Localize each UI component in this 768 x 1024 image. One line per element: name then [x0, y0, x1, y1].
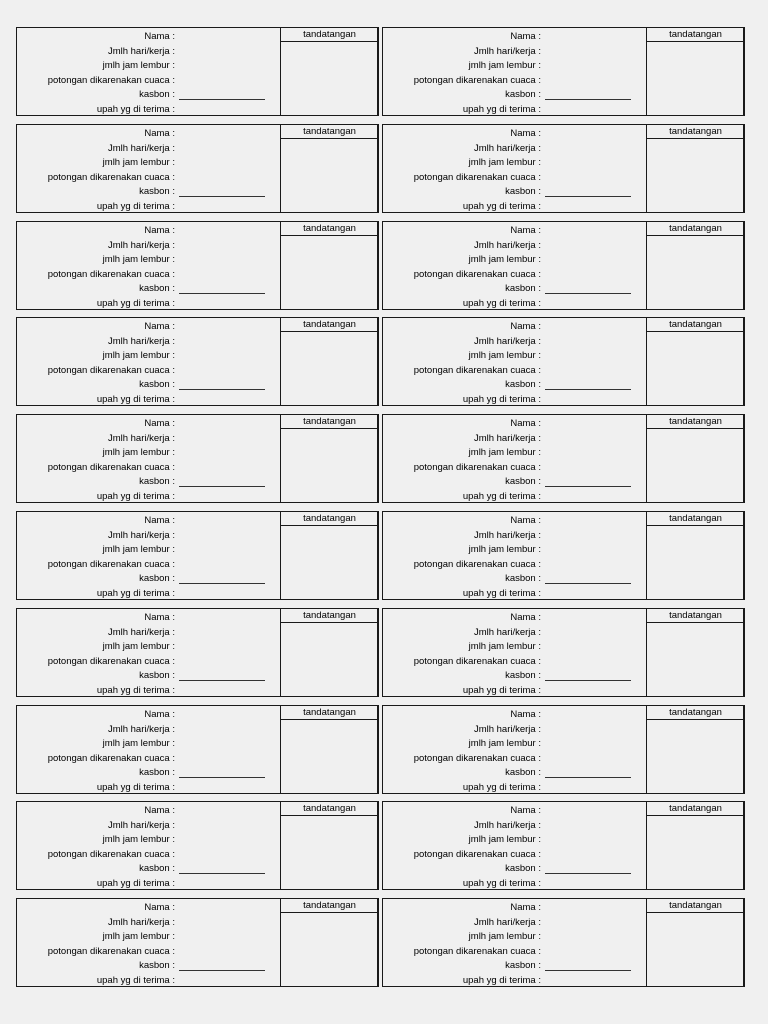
signature-header: tandatangan [281, 222, 378, 236]
slip-fields [383, 318, 647, 405]
kasbon-fill-line [179, 389, 265, 390]
kasbon-fill-line [179, 486, 265, 487]
signature-box [646, 898, 745, 987]
jmlh-jam-lembur-label: jmlh jam lembur : [102, 447, 175, 459]
signature-header: tandatangan [281, 318, 378, 332]
nama-label: Nama : [144, 709, 175, 720]
upah-diterima-label: upah yg di terima : [96, 201, 175, 212]
kasbon-label: kasbon : [139, 863, 175, 875]
pay-slip [382, 511, 744, 600]
signature-header: tandatangan [281, 125, 378, 139]
slip-fields [17, 222, 281, 309]
potongan-cuaca-label: potongan dikarenakan cuaca : [413, 945, 541, 957]
upah-diterima-label: upah yg di terima : [96, 685, 175, 696]
slip-fields [17, 609, 281, 696]
pay-slip [382, 705, 744, 794]
nama-label: Nama : [510, 128, 541, 139]
jmlh-jam-lembur-label: jmlh jam lembur : [468, 350, 541, 362]
kasbon-fill-line [545, 583, 631, 584]
signature-box [646, 124, 745, 213]
jmlh-hari-kerja-label: Jmlh hari/kerja : [473, 45, 541, 57]
kasbon-label: kasbon : [139, 379, 175, 391]
kasbon-fill-line [179, 777, 265, 778]
nama-label: Nama : [144, 515, 175, 526]
kasbon-label: kasbon : [505, 186, 541, 198]
signature-header: tandatangan [281, 899, 378, 913]
pay-slip [382, 414, 744, 503]
signature-box [280, 898, 379, 987]
potongan-cuaca-label: potongan dikarenakan cuaca : [47, 171, 175, 183]
jmlh-jam-lembur-label: jmlh jam lembur : [468, 834, 541, 846]
kasbon-label: kasbon : [505, 379, 541, 391]
signature-header: tandatangan [647, 318, 744, 332]
jmlh-hari-kerja-label: Jmlh hari/kerja : [107, 916, 175, 928]
nama-label: Nama : [510, 225, 541, 236]
slip-fields [17, 802, 281, 889]
slip-fields [383, 802, 647, 889]
jmlh-jam-lembur-label: jmlh jam lembur : [468, 157, 541, 169]
kasbon-fill-line [545, 196, 631, 197]
jmlh-hari-kerja-label: Jmlh hari/kerja : [473, 529, 541, 541]
signature-header: tandatangan [647, 512, 744, 526]
pay-slip [16, 608, 378, 697]
signature-box [280, 27, 379, 116]
potongan-cuaca-label: potongan dikarenakan cuaca : [47, 268, 175, 280]
signature-box [280, 221, 379, 310]
nama-label: Nama : [510, 709, 541, 720]
slip-fields [17, 415, 281, 502]
signature-header: tandatangan [647, 415, 744, 429]
slip-fields [383, 609, 647, 696]
signature-box [646, 317, 745, 406]
upah-diterima-label: upah yg di terima : [96, 104, 175, 115]
signature-box [280, 317, 379, 406]
upah-diterima-label: upah yg di terima : [462, 685, 541, 696]
jmlh-jam-lembur-label: jmlh jam lembur : [102, 834, 175, 846]
potongan-cuaca-label: potongan dikarenakan cuaca : [413, 364, 541, 376]
kasbon-label: kasbon : [505, 960, 541, 972]
potongan-cuaca-label: potongan dikarenakan cuaca : [47, 74, 175, 86]
jmlh-jam-lembur-label: jmlh jam lembur : [102, 544, 175, 556]
upah-diterima-label: upah yg di terima : [96, 298, 175, 309]
potongan-cuaca-label: potongan dikarenakan cuaca : [47, 752, 175, 764]
slip-fields [17, 28, 281, 115]
jmlh-hari-kerja-label: Jmlh hari/kerja : [107, 626, 175, 638]
nama-label: Nama : [144, 418, 175, 429]
upah-diterima-label: upah yg di terima : [462, 201, 541, 212]
jmlh-hari-kerja-label: Jmlh hari/kerja : [473, 432, 541, 444]
kasbon-label: kasbon : [139, 283, 175, 295]
kasbon-fill-line [179, 293, 265, 294]
signature-box [646, 801, 745, 890]
slip-fields [383, 222, 647, 309]
kasbon-label: kasbon : [139, 960, 175, 972]
nama-label: Nama : [510, 805, 541, 816]
slip-fields [383, 415, 647, 502]
jmlh-hari-kerja-label: Jmlh hari/kerja : [473, 819, 541, 831]
signature-header: tandatangan [281, 802, 378, 816]
potongan-cuaca-label: potongan dikarenakan cuaca : [413, 171, 541, 183]
kasbon-label: kasbon : [505, 476, 541, 488]
potongan-cuaca-label: potongan dikarenakan cuaca : [47, 848, 175, 860]
jmlh-hari-kerja-label: Jmlh hari/kerja : [473, 916, 541, 928]
kasbon-label: kasbon : [505, 863, 541, 875]
kasbon-label: kasbon : [505, 573, 541, 585]
upah-diterima-label: upah yg di terima : [96, 394, 175, 405]
nama-label: Nama : [144, 805, 175, 816]
nama-label: Nama : [510, 321, 541, 332]
kasbon-fill-line [545, 680, 631, 681]
jmlh-hari-kerja-label: Jmlh hari/kerja : [107, 335, 175, 347]
jmlh-jam-lembur-label: jmlh jam lembur : [468, 254, 541, 266]
kasbon-label: kasbon : [139, 186, 175, 198]
slip-fields [17, 899, 281, 986]
signature-box [280, 705, 379, 794]
signature-header: tandatangan [647, 222, 744, 236]
nama-label: Nama : [510, 612, 541, 623]
kasbon-fill-line [545, 293, 631, 294]
signature-header: tandatangan [647, 899, 744, 913]
nama-label: Nama : [144, 128, 175, 139]
pay-slip [382, 27, 744, 116]
nama-label: Nama : [510, 902, 541, 913]
kasbon-fill-line [545, 970, 631, 971]
kasbon-label: kasbon : [505, 89, 541, 101]
kasbon-label: kasbon : [505, 670, 541, 682]
kasbon-fill-line [545, 389, 631, 390]
slip-fields [17, 125, 281, 212]
pay-slip [16, 414, 378, 503]
signature-header: tandatangan [281, 609, 378, 623]
potongan-cuaca-label: potongan dikarenakan cuaca : [413, 848, 541, 860]
nama-label: Nama : [144, 31, 175, 42]
upah-diterima-label: upah yg di terima : [462, 588, 541, 599]
pay-slip [16, 705, 378, 794]
signature-header: tandatangan [647, 609, 744, 623]
kasbon-fill-line [179, 196, 265, 197]
potongan-cuaca-label: potongan dikarenakan cuaca : [47, 655, 175, 667]
potongan-cuaca-label: potongan dikarenakan cuaca : [413, 461, 541, 473]
jmlh-jam-lembur-label: jmlh jam lembur : [102, 60, 175, 72]
signature-box [280, 511, 379, 600]
signature-header: tandatangan [647, 706, 744, 720]
upah-diterima-label: upah yg di terima : [96, 878, 175, 889]
signature-box [280, 414, 379, 503]
signature-box [646, 511, 745, 600]
jmlh-jam-lembur-label: jmlh jam lembur : [468, 447, 541, 459]
slip-fields [17, 318, 281, 405]
pay-slip [16, 801, 378, 890]
signature-header: tandatangan [647, 28, 744, 42]
potongan-cuaca-label: potongan dikarenakan cuaca : [413, 268, 541, 280]
kasbon-label: kasbon : [505, 283, 541, 295]
kasbon-fill-line [545, 99, 631, 100]
signature-box [646, 221, 745, 310]
jmlh-jam-lembur-label: jmlh jam lembur : [468, 544, 541, 556]
pay-slip [382, 608, 744, 697]
signature-box [646, 27, 745, 116]
potongan-cuaca-label: potongan dikarenakan cuaca : [47, 945, 175, 957]
nama-label: Nama : [144, 902, 175, 913]
kasbon-label: kasbon : [139, 767, 175, 779]
nama-label: Nama : [510, 31, 541, 42]
pay-slip [382, 898, 744, 987]
pay-slip [382, 221, 744, 310]
slip-fields [383, 899, 647, 986]
signature-header: tandatangan [281, 706, 378, 720]
jmlh-jam-lembur-label: jmlh jam lembur : [102, 931, 175, 943]
slip-fields [383, 28, 647, 115]
potongan-cuaca-label: potongan dikarenakan cuaca : [413, 655, 541, 667]
potongan-cuaca-label: potongan dikarenakan cuaca : [47, 364, 175, 376]
signature-header: tandatangan [281, 415, 378, 429]
jmlh-jam-lembur-label: jmlh jam lembur : [102, 641, 175, 653]
signature-header: tandatangan [281, 28, 378, 42]
pay-slip [16, 27, 378, 116]
nama-label: Nama : [144, 225, 175, 236]
signature-box [280, 801, 379, 890]
pay-slip [16, 221, 378, 310]
signature-header: tandatangan [281, 512, 378, 526]
upah-diterima-label: upah yg di terima : [462, 394, 541, 405]
jmlh-jam-lembur-label: jmlh jam lembur : [468, 641, 541, 653]
jmlh-hari-kerja-label: Jmlh hari/kerja : [107, 819, 175, 831]
potongan-cuaca-label: potongan dikarenakan cuaca : [47, 461, 175, 473]
pay-slip [16, 511, 378, 600]
signature-box [280, 608, 379, 697]
upah-diterima-label: upah yg di terima : [462, 975, 541, 986]
pay-slip [16, 317, 378, 406]
upah-diterima-label: upah yg di terima : [462, 104, 541, 115]
jmlh-hari-kerja-label: Jmlh hari/kerja : [473, 239, 541, 251]
kasbon-fill-line [545, 486, 631, 487]
pay-slip [382, 317, 744, 406]
slip-fields [383, 706, 647, 793]
upah-diterima-label: upah yg di terima : [462, 298, 541, 309]
jmlh-hari-kerja-label: Jmlh hari/kerja : [107, 723, 175, 735]
slip-fields [383, 512, 647, 599]
pay-slip [382, 801, 744, 890]
kasbon-label: kasbon : [139, 476, 175, 488]
jmlh-jam-lembur-label: jmlh jam lembur : [468, 60, 541, 72]
signature-box [646, 414, 745, 503]
upah-diterima-label: upah yg di terima : [96, 491, 175, 502]
slip-fields [17, 512, 281, 599]
signature-box [280, 124, 379, 213]
signature-box [646, 705, 745, 794]
pay-slip [16, 898, 378, 987]
potongan-cuaca-label: potongan dikarenakan cuaca : [47, 558, 175, 570]
signature-header: tandatangan [647, 802, 744, 816]
jmlh-hari-kerja-label: Jmlh hari/kerja : [473, 626, 541, 638]
signature-box [646, 608, 745, 697]
jmlh-jam-lembur-label: jmlh jam lembur : [102, 254, 175, 266]
nama-label: Nama : [144, 321, 175, 332]
jmlh-hari-kerja-label: Jmlh hari/kerja : [107, 142, 175, 154]
jmlh-hari-kerja-label: Jmlh hari/kerja : [473, 142, 541, 154]
kasbon-label: kasbon : [505, 767, 541, 779]
slip-fields [383, 125, 647, 212]
kasbon-fill-line [179, 583, 265, 584]
jmlh-hari-kerja-label: Jmlh hari/kerja : [107, 239, 175, 251]
jmlh-jam-lembur-label: jmlh jam lembur : [102, 738, 175, 750]
kasbon-label: kasbon : [139, 89, 175, 101]
potongan-cuaca-label: potongan dikarenakan cuaca : [413, 74, 541, 86]
jmlh-jam-lembur-label: jmlh jam lembur : [102, 157, 175, 169]
upah-diterima-label: upah yg di terima : [462, 782, 541, 793]
pay-slip [382, 124, 744, 213]
kasbon-label: kasbon : [139, 573, 175, 585]
kasbon-fill-line [179, 873, 265, 874]
kasbon-fill-line [179, 99, 265, 100]
upah-diterima-label: upah yg di terima : [462, 878, 541, 889]
upah-diterima-label: upah yg di terima : [96, 588, 175, 599]
jmlh-hari-kerja-label: Jmlh hari/kerja : [107, 45, 175, 57]
kasbon-fill-line [545, 777, 631, 778]
kasbon-fill-line [545, 873, 631, 874]
jmlh-hari-kerja-label: Jmlh hari/kerja : [473, 723, 541, 735]
signature-header: tandatangan [647, 125, 744, 139]
upah-diterima-label: upah yg di terima : [96, 975, 175, 986]
nama-label: Nama : [510, 418, 541, 429]
jmlh-hari-kerja-label: Jmlh hari/kerja : [107, 529, 175, 541]
pay-slip [16, 124, 378, 213]
jmlh-hari-kerja-label: Jmlh hari/kerja : [473, 335, 541, 347]
potongan-cuaca-label: potongan dikarenakan cuaca : [413, 752, 541, 764]
upah-diterima-label: upah yg di terima : [96, 782, 175, 793]
nama-label: Nama : [144, 612, 175, 623]
kasbon-fill-line [179, 680, 265, 681]
jmlh-hari-kerja-label: Jmlh hari/kerja : [107, 432, 175, 444]
upah-diterima-label: upah yg di terima : [462, 491, 541, 502]
potongan-cuaca-label: potongan dikarenakan cuaca : [413, 558, 541, 570]
nama-label: Nama : [510, 515, 541, 526]
jmlh-jam-lembur-label: jmlh jam lembur : [102, 350, 175, 362]
kasbon-fill-line [179, 970, 265, 971]
kasbon-label: kasbon : [139, 670, 175, 682]
jmlh-jam-lembur-label: jmlh jam lembur : [468, 738, 541, 750]
jmlh-jam-lembur-label: jmlh jam lembur : [468, 931, 541, 943]
slip-fields [17, 706, 281, 793]
